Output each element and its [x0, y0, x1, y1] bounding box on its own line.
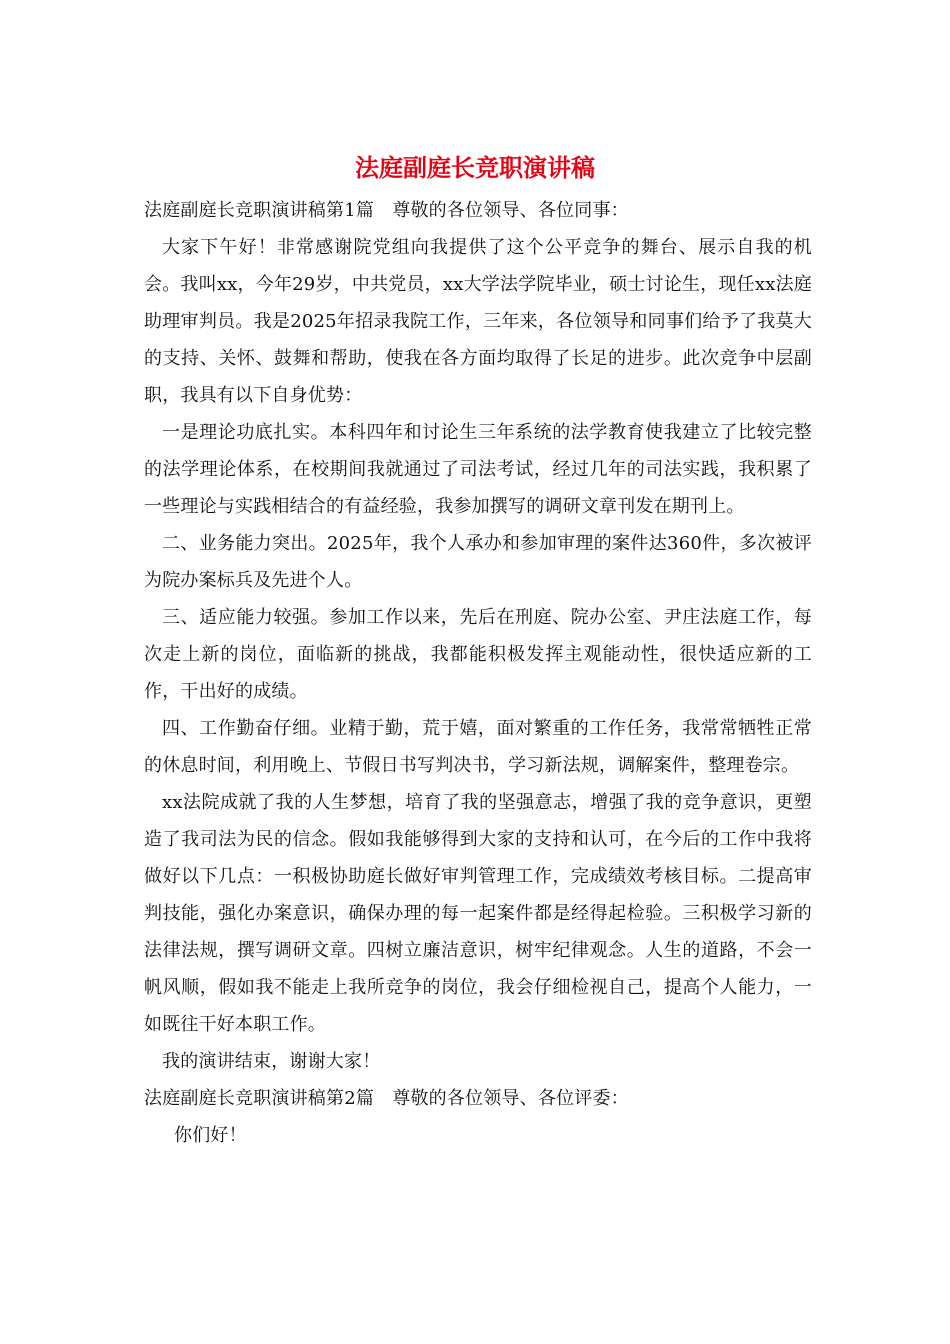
paragraph-greeting: 你们好！ [174, 1125, 247, 1146]
document-title: 法庭副庭长竞职演讲稿 [355, 153, 595, 182]
paragraph-introduction: 大家下午好！非常感谢院党组向我提供了这个公平竞争的舞台、展示自我的机会。我叫xx，今年29岁，中共党员，xx大学法学院毕业，硕士讨论生，现任xx法庭助理审判员。我是2025年招录我院工作，三年来，各位领导和同事们给予了我莫大的支持、关怀、鼓舞和帮助，使我在各方面均取得了长足的进步。此次竞争中层副职，我具有以下自身优势： [144, 237, 812, 406]
paragraph-strength-adaptability: 三、适应能力较强。参加工作以来，先后在刑庭、院办公室、尹庄法庭工作，每次走上新的岗位，面临新的挑战，我都能积极发挥主观能动性，很快适应新的工作，干出好的成绩。 [144, 607, 812, 702]
paragraph-strength-theory: 一是理论功底扎实。本科四年和讨论生三年系统的法学教育使我建立了比较完整的法学理论体系，在校期间我就通过了司法考试，经过几年的司法实践，我积累了一些理论与实践相结合的有益经验，我参加撰写的调研文章刊发在期刊上。 [144, 422, 812, 517]
speech-2-heading: 法庭副庭长竞职演讲稿第2篇 尊敬的各位领导、各位评委： [144, 1088, 629, 1109]
paragraph-strength-diligence: 四、工作勤奋仔细。业精于勤，荒于嬉，面对繁重的工作任务，我常常牺牲正常的休息时间，利用晚上、节假日书写判决书，学习新法规，调解案件，整理卷宗。 [144, 718, 812, 776]
paragraph-strength-business: 二、业务能力突出。2025年，我个人承办和参加审理的案件达360件，多次被评为院办案标兵及先进个人。 [144, 533, 812, 591]
speech-1-heading: 法庭副庭长竞职演讲稿第1篇 尊敬的各位领导、各位同事： [144, 200, 629, 221]
document-body [144, 192, 812, 1154]
paragraph-commitments: xx法院成就了我的人生梦想，培育了我的坚强意志，增强了我的竞争意识，更塑造了我司法为民的信念。假如我能够得到大家的支持和认可，在今后的工作中我将做好以下几点：一积极协助庭长做好审判管理工作，完成绩效考核目标。二提高审判技能，强化办案意识，确保办理的每一起案件都是经得起检验。三积极学习新的法律法规，撰写调研文章。四树立廉洁意识，树牢纪律观念。人生的道路，不会一帆风顺，假如我不能走上我所竞争的岗位，我会仔细检视自己，提高个人能力，一如既往干好本职工作。 [144, 792, 812, 1035]
paragraph-closing: 我的演讲结束，谢谢大家！ [162, 1051, 381, 1072]
